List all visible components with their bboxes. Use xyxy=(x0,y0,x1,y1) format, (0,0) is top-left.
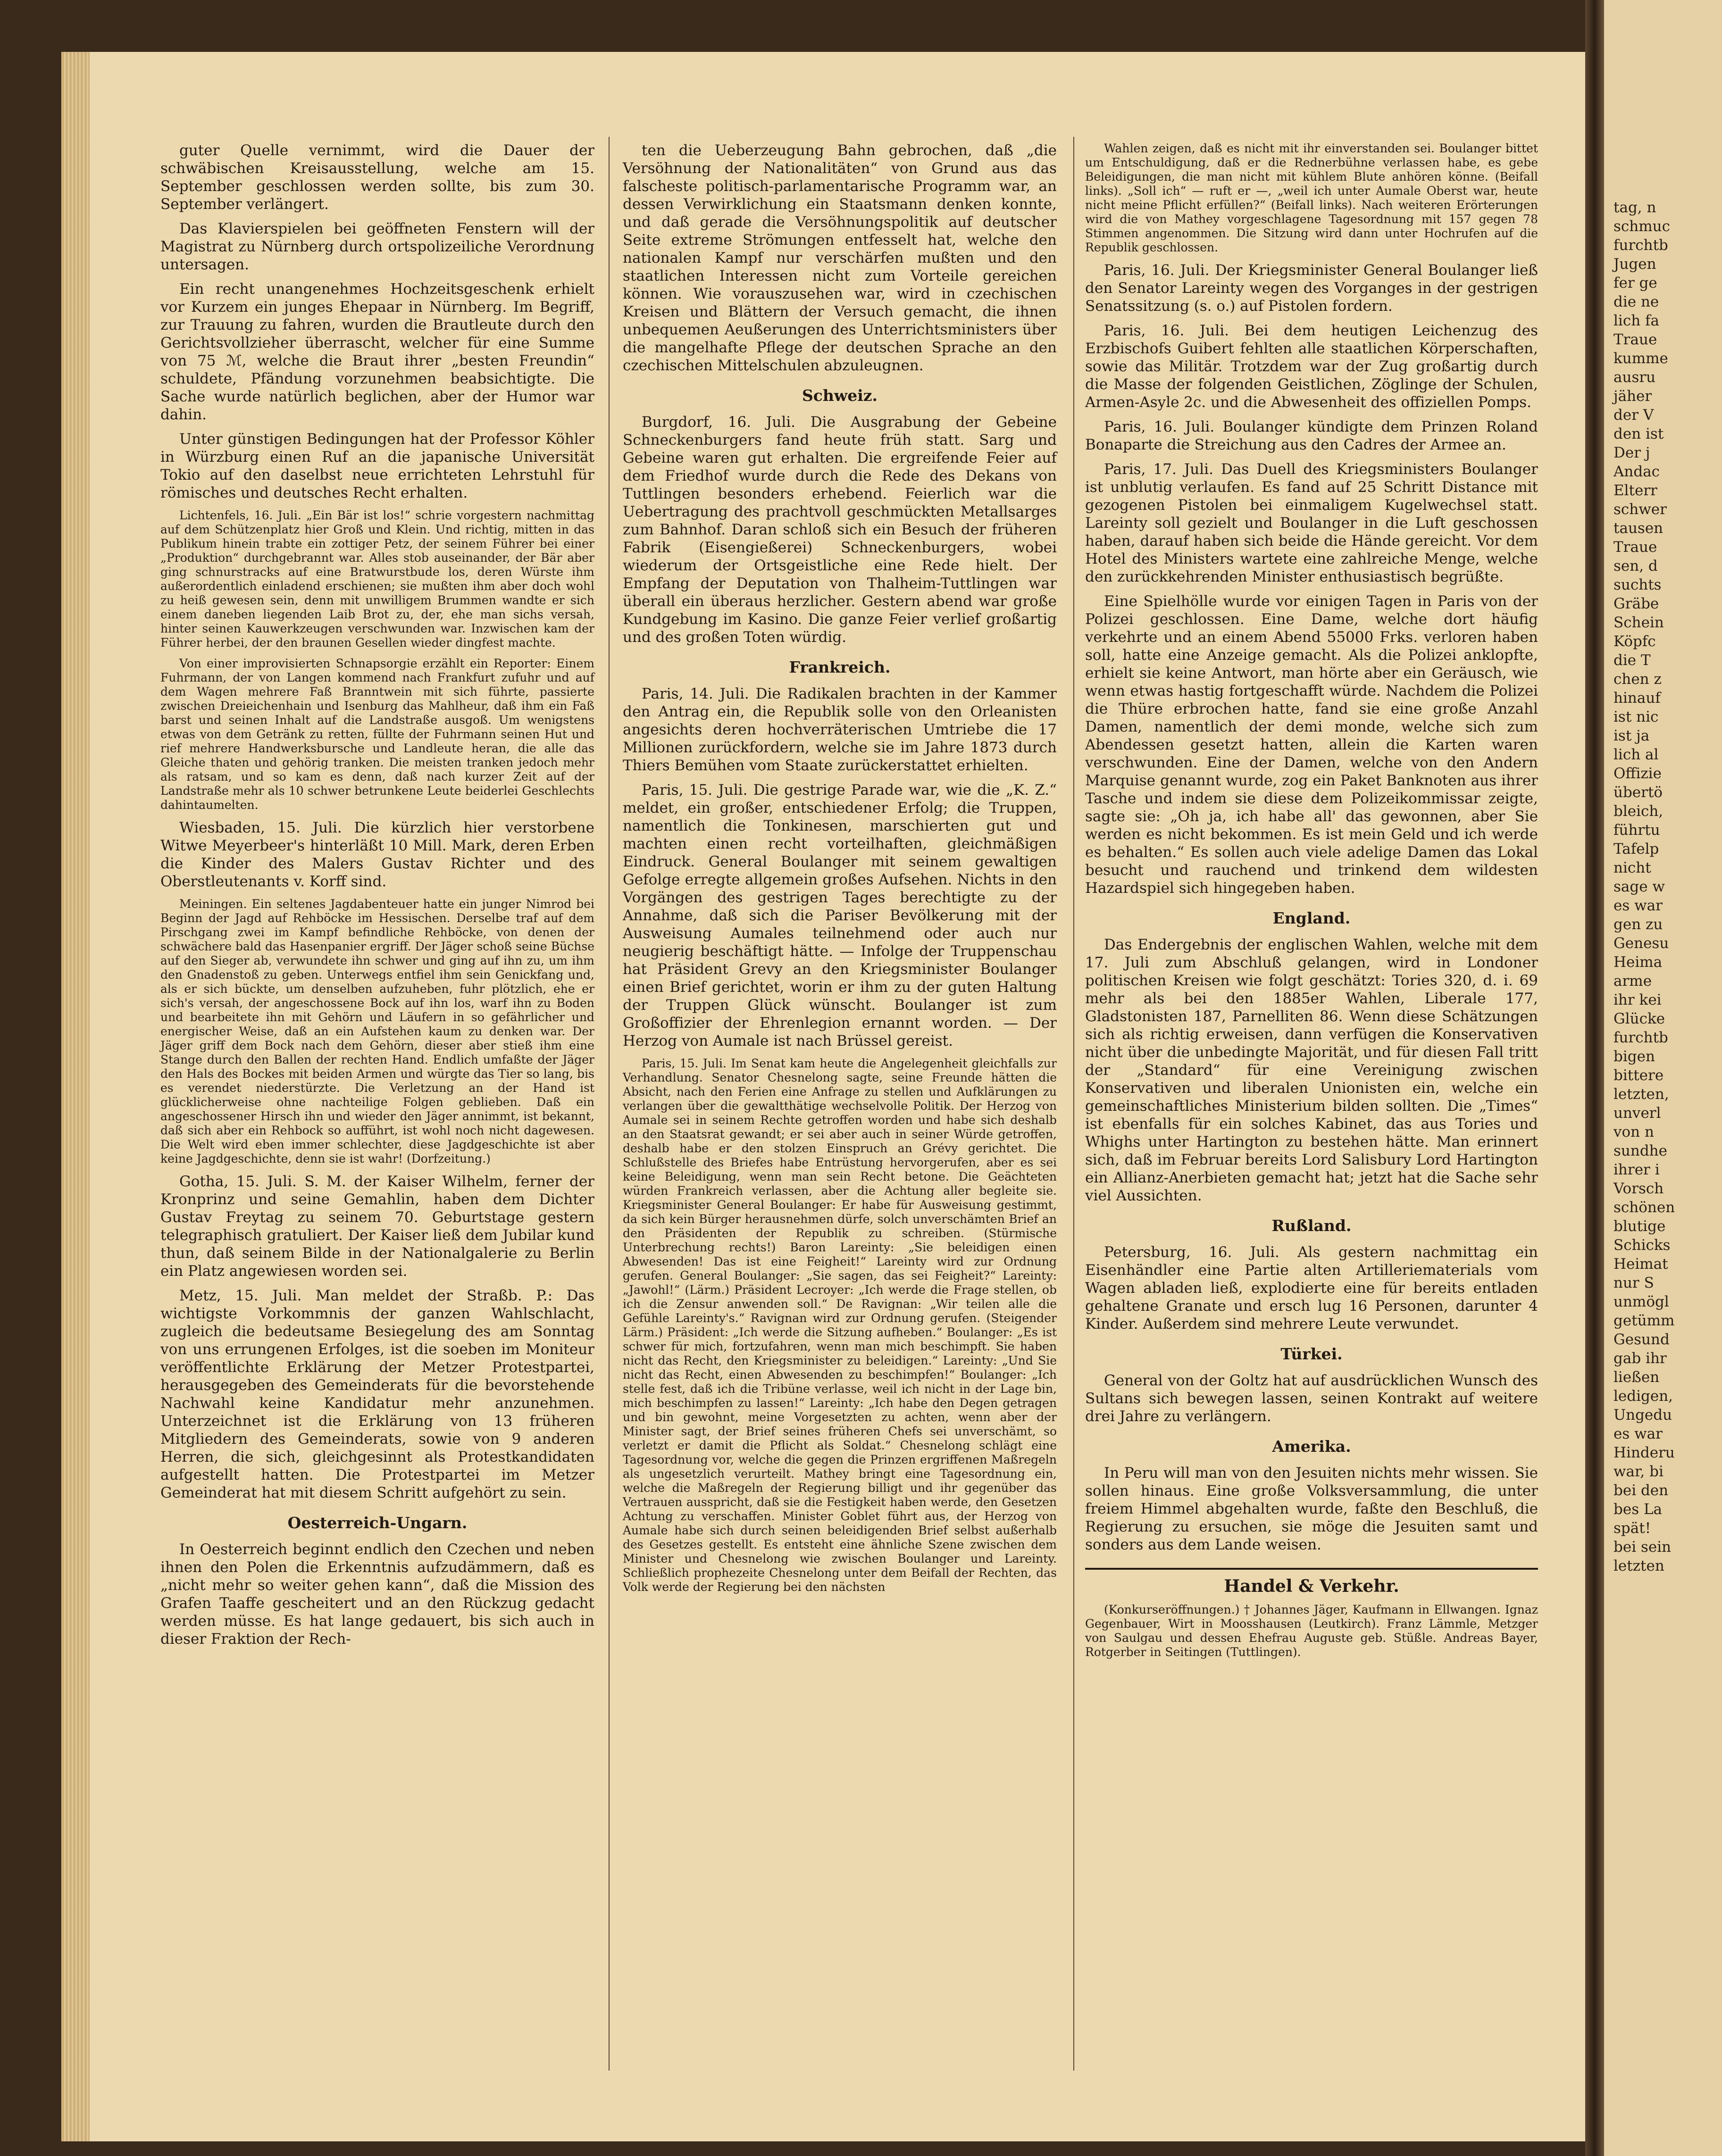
adjacent-page-line: übertö xyxy=(1613,784,1663,801)
adjacent-page-line: es war xyxy=(1613,1425,1663,1442)
adjacent-page-line: bei den xyxy=(1613,1482,1669,1499)
col1-tail xyxy=(160,1540,594,1648)
article-paragraph: Meiningen. Ein seltenes Jagdabenteuer hatte ein junger Nimrod bei Beginn der Jagd auf Rehböcke im Hessischen. Derselbe traf auf dem Pirschgang zwei im Kampf befindliche Rehböcke, von denen der schwächere bald das Hasenpanier ergriff. Der Jäger schoß seine Büchse auf den Sieger ab, verwundete ihn schwer und ging auf ihn zu, um ihm den Gnadenstoß zu geben. Unterwegs entfiel ihm sein Genickfang und, als er sich bückte, um denselben aufzuheben, fuhr plötzlich, ehe er sich's versah, der angeschossene Bock auf ihn los, warf ihn zu Boden und bearbeitete ihn mit Gehörn und Läufern in so gefährlicher und energischer Weise, daß an ein Aufstehen kaum zu denken war. Der Jäger griff dem Bock nach dem Gehörn, dieser aber stieß ihm eine Stange durch den Ballen der rechten Hand. Endlich umfaßte der Jäger den Hals des Bockes mit beiden Armen und würgte das Tier so lang, bis es verendet niederstürzte. Die Verletzung an der Hand ist glücklicherweise ohne nachteilige Folgen geblieben. Daß ein angeschossener Hirsch ihn und wieder den Jäger annimmt, ist bekannt, daß sich aber ein Rehbock so aufführt, ist wohl noch nicht dagewesen. Die Welt wird eben immer schlechter, diese Jagdgeschichte ist aber keine Jagdgeschichte, denn sie ist wahr! (Dorfzeitung.) xyxy=(160,897,594,1165)
adjacent-page-line: ihrer i xyxy=(1613,1161,1660,1178)
adjacent-page-text xyxy=(1604,198,1722,1575)
adjacent-page-line: ausru xyxy=(1613,369,1656,386)
adjacent-page-line: ist nic xyxy=(1613,708,1659,725)
adjacent-page-line: furchtb xyxy=(1613,1029,1668,1046)
adjacent-page-line: letzten xyxy=(1613,1557,1664,1574)
adjacent-page-line: ließen xyxy=(1613,1369,1660,1386)
adjacent-page-line: den ist xyxy=(1613,425,1664,442)
adjacent-page-line: Schein xyxy=(1613,614,1664,631)
adjacent-page-line: Vorsch xyxy=(1613,1180,1664,1197)
adjacent-page-line: getümm xyxy=(1613,1312,1675,1329)
adjacent-page-line: kumme xyxy=(1613,350,1668,367)
adjacent-page-line: Hinderu xyxy=(1613,1444,1675,1461)
article-paragraph: Ein recht unangenehmes Hochzeitsgeschenk erhielt vor Kurzem ein junges Ehepaar in Nürnberg. Im Begriff, zur Trauung zu fahren, wurden die Brautleute durch den Gerichtsvollzieher überrascht, welcher für eine Summe von 75 ℳ, welche die Braut ihrer „besten Freundin“ schuldete, Pfändung vorzunehmen beabsichtigte. Die Sache wurde natürlich beglichen, aber der Humor war dahin. xyxy=(160,281,594,423)
adjacent-page-line: lich fa xyxy=(1613,312,1659,329)
adjacent-page-line: die T xyxy=(1613,652,1651,669)
adjacent-page-line: fer ge xyxy=(1613,275,1657,291)
adjacent-page-line: Jugen xyxy=(1613,256,1656,273)
adjacent-page-line: gen zu xyxy=(1613,916,1663,933)
section-heading-switzerland: Schweiz. xyxy=(802,386,878,405)
col1-articles xyxy=(160,142,594,1502)
adjacent-page-line: sage w xyxy=(1613,878,1665,895)
col3-russia xyxy=(1085,1243,1538,1333)
column-1 xyxy=(160,142,594,1655)
column-3 xyxy=(1085,142,1538,1666)
article-paragraph: Eine Spielhölle wurde vor einigen Tagen in Paris von der Polizei geschlossen. Eine Dame, welche dort häufig verkehrte und an einem Abend 55000 Frks. verloren haben soll, hatte eine Anzeige gemacht. Als die Polizei anklopfte, erhielt sie keine Antwort, man hörte aber ein Geräusch, wie wenn etwas hastig fortgeschafft würde. Nachdem die Polizei die Thüre erbrochen hatte, fand sie eine große Anzahl Damen, namentlich der demi monde, welche sich zum Abendessen gesetzt hatten, allein die Karten waren verschwunden. Eine der Damen, welche von den Andern Marquise genannt wurde, zog ein Paket Banknoten aus ihrer Tasche und indem sie diese dem Polizeikommissar zeigte, sagte sie: „Oh ja, ich habe all' das gewonnen, aber Sie werden es nicht bekommen. Es ist mein Geld und ich werde es behalten.“ Es sollen auch viele adelige Damen das Lokal besucht und rauchend und trinkend dem wildesten Hazardspiel sich hingegeben haben. xyxy=(1085,593,1538,897)
article-paragraph: Gotha, 15. Juli. S. M. der Kaiser Wilhelm, ferner der Kronprinz und seine Gemahlin, haben dem Dichter Gustav Freytag zu seinem 70. Geburtstage gestern telegraphisch gratuliert. Der Kaiser ließ dem Jubilar kund thun, daß seinem Bilde in der Nationalgalerie zu Berlin ein Platz angewiesen worden sei. xyxy=(160,1173,594,1280)
article-paragraph: Paris, 17. Juli. Das Duell des Kriegsministers Boulanger ist unblutig verlaufen. Es fand auf 25 Schritt Distance mit gezogenen Pistolen bei einmaligem Kugelwechsel statt. Lareinty soll gezielt und Boulanger in die Luft geschossen haben, darauf haben sich beide die Hände gereicht. Vor dem Hotel des Ministers wartete eine zahlreiche Menge, welche den zurückkehrenden Minister enthusiastisch begrüßte. xyxy=(1085,461,1538,585)
adjacent-page-line: Ungedu xyxy=(1613,1407,1672,1423)
adjacent-page-line: schönen xyxy=(1613,1199,1675,1216)
adjacent-page-line: arme xyxy=(1613,973,1652,990)
adjacent-page-line: Gesund xyxy=(1613,1331,1670,1348)
article-paragraph: Paris, 16. Juli. Der Kriegsminister General Boulanger ließ den Senator Lareinty wegen des Vorganges in der gestrigen Senatssitzung (s. o.) auf Pistolen fordern. xyxy=(1085,262,1538,315)
adjacent-page-line: nicht xyxy=(1613,859,1651,876)
adjacent-page-line: führtu xyxy=(1613,822,1660,839)
article-paragraph: guter Quelle vernimmt, wird die Dauer der schwäbischen Kreisausstellung, welche am 15. September geschlossen werden sollte, bis zum 30. September verlängert. xyxy=(160,142,594,213)
article-paragraph: Burgdorf, 16. Juli. Die Ausgrabung der Gebeine Schneckenburgers fand heute früh statt. Sarg und Gebeine waren gut erhalten. Die ergreifende Feier auf dem Friedhof wurde durch die Rede des Dekans von Tuttlingen besonders erhebend. Feierlich war die Uebertragung des prachtvoll geschmückten Metallsarges zum Bahnhof. Daran schloß sich ein Besuch der früheren Fabrik (Eisengießerei) Schneckenburgers, wobei wiederum der Ortsgeistliche eine Rede hielt. Der Empfang der Deputation von Thalheim-Tuttlingen war überall ein überaus herzlicher. Gestern abend war große Kundgebung im Kasino. Die ganze Feier verlief großartig und des großen Toten würdig. xyxy=(623,414,1057,646)
adjacent-page-line: schwer xyxy=(1613,501,1667,518)
adjacent-page-line: Genesu xyxy=(1613,935,1669,952)
adjacent-page-line: Schicks xyxy=(1613,1237,1671,1254)
adjacent-page-line: Traue xyxy=(1613,539,1657,556)
article-paragraph: In Peru will man von den Jesuiten nichts mehr wissen. Sie sollen hinaus. Eine große Volksversammlung, die unter freiem Himmel abgehalten wurde, faßte den Beschluß, die Regierung zu ersuchen, sie möge die Jesuiten samt und sonders aus dem Lande weisen. xyxy=(1085,1465,1538,1553)
section-heading-america: Amerika. xyxy=(1272,1437,1351,1456)
article-paragraph: Wiesbaden, 15. Juli. Die kürzlich hier verstorbene Witwe Meyerbeer's hinterläßt 10 Mill. Mark, deren Erben die Kinder des Malers Gustav Richter und des Oberstleutenants v. Korff sind. xyxy=(160,819,594,890)
adjacent-page-line: Heima xyxy=(1613,954,1663,971)
section-heading-england: England. xyxy=(1272,909,1351,927)
article-paragraph: Paris, 15. Juli. Die gestrige Parade war, wie die „K. Z.“ meldet, ein großer, entschiedener Erfolg; die Truppen, namentlich die Tonkinesen, marschierten gut und machten einen recht vorteilhaften, gleichmäßigen Eindruck. General Boulanger mit seinem gewaltigen Gefolge erregte allgemein großes Aufsehen. Nichts in den Vorgängen des gestrigen Tages berechtigte zu der Annahme, daß sich die Pariser Bevölkerung mit der Ausweisung Aumales teilnehmend oder auch nur neugierig beschäftigt hätte. — Infolge der Truppenschau hat Präsident Grevy an den Kriegsminister Boulanger einen Brief gerichtet, worin er ihm zu der guten Haltung der Truppen Glück wünscht. Boulanger ist zum Großoffizier der Ehrenlegion ernannt worden. — Der Herzog von Aumale ist nach Brüssel gereist. xyxy=(623,782,1057,1049)
adjacent-page-line: suchts xyxy=(1613,576,1662,593)
article-paragraph: (Konkurseröffnungen.) † Johannes Jäger, Kaufmann in Ellwangen. Ignaz Gegenbauer, Wirt in Moosshausen (Leutkirch). Franz Lämmle, Metzger von Saulgau und dessen Ehefrau Auguste geb. Stüßle. Andreas Bayer, Rotgerber in Seitingen (Tuttlingen). xyxy=(1085,1603,1538,1659)
column-rule xyxy=(609,137,610,2071)
adjacent-page-line: Elterr xyxy=(1613,482,1657,499)
adjacent-page-edge xyxy=(1604,0,1722,2156)
article-paragraph: Paris, 16. Juli. Bei dem heutigen Leichenzug des Erzbischofs Guibert fehlten alle staatlichen Körperschaften, sowie das Militär. Trotzdem war der Zug großartig durch die Masse der folgenden Geistlichen, Zöglinge der Schulen, Armen-Asyle 2c. und die Abwesenheit des offiziellen Pomps. xyxy=(1085,322,1538,411)
article-paragraph: Paris, 14. Juli. Die Radikalen brachten in der Kammer den Antrag ein, die Republik solle von den Orleanisten angesichts deren hochverräterischen Umtriebe die 17 Millionen zurückfordern, welche sie im Jahre 1873 durch Thiers Bemühen vom Staate zurückerstattet erhielten. xyxy=(623,685,1057,774)
adjacent-page-line: sundhe xyxy=(1613,1142,1667,1159)
adjacent-page-line: Offizie xyxy=(1613,765,1662,782)
article-paragraph: Petersburg, 16. Juli. Als gestern nachmittag ein Eisenhändler eine Partie alten Artilleriematerials vom Wagen abladen ließ, explodierte eine für bereits entladen gehaltene Granate und ersch lug 16 Personen, darunter 4 Kinder. Außerdem sind mehrere Leute verwundet. xyxy=(1085,1244,1538,1332)
adjacent-page-line: hinauf xyxy=(1613,690,1661,707)
adjacent-page-line: blutige xyxy=(1613,1218,1666,1235)
adjacent-page-line: Der j xyxy=(1613,444,1650,461)
col3-trade xyxy=(1085,1603,1538,1659)
article-paragraph: Unter günstigen Bedingungen hat der Professor Köhler in Würzburg einen Ruf an die japanische Universität Tokio auf den daselbst neue errichteten Lehrstuhl für römisches und deutsches Recht erhalten. xyxy=(160,431,594,501)
adjacent-page-line: bittere xyxy=(1613,1067,1664,1084)
adjacent-page-line: furchtb xyxy=(1613,237,1668,254)
adjacent-page-line: schmuc xyxy=(1613,218,1670,235)
article-paragraph: Paris, 15. Juli. Im Senat kam heute die Angelegenheit gleichfalls zur Verhandlung. Senator Chesnelong sagte, seine Freunde hätten die Absicht, nach den Ferien eine Anfrage zu stellen und Aufklärungen zu verlangen über die gewaltthätige wechselvolle Politik. Der Herzog von Aumale sei in seinem Rechte getroffen worden und habe sich deshalb an den Staatsrat gewandt; er sei aber auch in seiner Würde getroffen, deshalb habe er den stolzen Einspruch an Grévy gerichtet. Die Schlußstelle des Briefes habe Entrüstung hervorgerufen, aber es sei keine Beleidigung, wenn man sein Recht betone. Die Geächteten würden Frankreich verlassen, aber die Achtung aller begleite sie. Kriegsminister General Boulanger: Er habe für Ausweisung gestimmt, da sich kein Bürger herausnehmen dürfe, solch unverschämten Brief an den Präsidenten der Republik zu schreiben. (Stürmische Unterbrechung rechts!) Baron Lareinty: „Sie beleidigen einen Abwesenden! Das ist eine Feigheit!“ Lareinty wird zur Ordnung gerufen. General Boulanger: „Sie sagen, das sei Feigheit?“ Lareinty: „Jawohl!“ (Lärm.) Präsident Lecroyer: „Ich werde die Frage stellen, ob ich die Zensur anwenden soll.“ De Ravignan: „Wir teilen alle die Gefühle Lareinty's.“ Ravignan wird zur Ordnung gerufen. (Steigender Lärm.) Präsident: „Ich werde die Sitzung aufheben.“ Boulanger: „Es ist schwer für mich, fortzufahren, wenn man mich beschimpft. Sie haben nicht das Recht, den Kriegsminister zu beleidigen.“ Lareinty: „Und Sie nicht das Recht, einen Abwesenden zu beschimpfen!“ Boulanger: „Ich stelle fest, daß ich die Tribüne verlasse, weil ich nicht in der Lage bin, mich beschimpfen zu lassen!“ Lareinty: „Ich habe den Degen getragen und bin gewohnt, meine Vorgesetzten zu achten, wenn aber der Minister sagt, der Brief seines früheren Chefs sei unverschämt, so verletzt er damit die Pflicht als Soldat.“ Chesnelong schlägt eine Tagesordnung vor, welche die gegen die Prinzen ergriffenen Maßregeln als ungesetzlich verurteilt. Mathey bringt eine Tagesordnung ein, welche die Maßregeln der Regierung billigt und ihr gegenüber das Vertrauen ausspricht, daß sie die Festigkeit haben werde, den Gesetzen Achtung zu verschaffen. Minister Goblet führt aus, der Herzog von Aumale habe sich durch seinen beleidigenden Brief selbst außerhalb des Gesetzes gestellt. Es entsteht eine ähnliche Szene zwischen dem Minister und Chesnelong wie zwischen Boulanger und Lareinty. Schließlich prophezeite Chesnelong unter dem Beifall der Rechten, das Volk werde der Regierung bei den nächsten xyxy=(623,1057,1057,1594)
column-rule xyxy=(1073,137,1074,2071)
article-paragraph: Lichtenfels, 16. Juli. „Ein Bär ist los!“ schrie vorgestern nachmittag auf dem Schützenplatz hier Groß und Klein. Und richtig, mitten in das Publikum hinein trabte ein zottiger Petz, der seinem Führer bei einer „Produktion“ durchgebrannt war. Alles stob auseinander, der Bär aber ging schnurstracks auf eine Bratwurstbude los, deren Würste ihm außerordentlich einladend erschienen; sie mußten ihm aber doch wohl zu heiß gewesen sein, denn mit unwilligem Brummen wandte er sich einem daneben liegenden Laib Brot zu, der, ehe man sichs versah, hinter seinen Kauwerkzeugen verschwunden war. Inzwischen kam der Führer herbei, der den braunen Gesellen wieder dingfest machte. xyxy=(160,508,594,649)
section-heading-russia: Rußland. xyxy=(1271,1216,1352,1235)
adjacent-page-line: tausen xyxy=(1613,520,1663,537)
adjacent-page-line: Tafelp xyxy=(1613,841,1659,857)
article-paragraph: Metz, 15. Juli. Man meldet der Straßb. P.: Das wichtigste Vorkommnis der ganzen Wahlschlacht, zugleich die bedeutsame Besiegelung des am Sonntag von uns errungenen Erfolges, ist die soeben im Moniteur veröffentlichte Erklärung der Metzer Protestpartei, herausgegeben des Gemeinderats für die bevorstehende Nachwahl keine Kandidatur mehr anzunehmen. Unterzeichnet ist die Erklärung von 13 früheren Mitgliedern des Gemeinderats, sowie von 9 anderen Herren, die sich, gleichgesinnt als Protestkandidaten aufgestellt hatten. Die Protestpartei im Metzer Gemeinderat hat mit diesem Schritt aufgehört zu sein. xyxy=(160,1287,594,1501)
adjacent-page-line: es war xyxy=(1613,897,1663,914)
article-paragraph: Das Endergebnis der englischen Wahlen, welche mit dem 17. Juli zum Abschluß gelangen, wird in Londoner politischen Kreisen wie folgt geschätzt: Tories 320, d. i. 69 mehr als bei den 1885er Wahlen, Liberale 177, Gladstonisten 187, Parnelliten 86. Wenn diese Schätzungen sich als richtig erweisen, dann verfügen die Konservativen nicht über die unbedingte Majorität, und für diesen Fall tritt der „Standard“ für eine Vereinigung zwischen Konservativen und liberalen Unionisten ein, welche ein gemeinschaftliches Ministerium bilden sollten. Die „Times“ ist ebenfalls für ein solches Kabinet, das aus Tories und Whighs unter Hartington zu bestehen hätte. Man erinnert sich, daß im Februar bereits Lord Salisbury Lord Hartington ein Allianz-Anerbieten gemacht hat; jetzt hat die Sache sehr viel Aussichten. xyxy=(1085,936,1538,1204)
adjacent-page-line: bes La xyxy=(1613,1501,1663,1518)
adjacent-page-line: Köpfc xyxy=(1613,633,1656,650)
col2-head xyxy=(623,142,1057,375)
page-fold xyxy=(1585,0,1604,2156)
adjacent-page-line: lich al xyxy=(1613,746,1659,763)
adjacent-page-line: tag, n xyxy=(1613,199,1656,216)
adjacent-page-line: unmögl xyxy=(1613,1293,1669,1310)
article-paragraph: ten die Ueberzeugung Bahn gebrochen, daß „die Versöhnung der Nationalitäten“ von Grund aus das falscheste politisch-parlamentarische Programm war, an dessen Verwirklichung ein Staatsmann denken konnte, und daß gerade die Versöhnungspolitik auf deutscher Seite extreme Strömungen entfesselt hat, welche den nationalen Kampf nur verschärfen mußten und den staatlichen Interessen nicht zum Vorteile gereichen können. Wie vorauszusehen war, wird in czechischen Kreisen und Blättern der Versuch gemacht, die ihnen unbequemen Aeußerungen des Unterrichtsministers über die mangelhafte Pflege der deutschen Sprache an den czechischen Mittelschulen abzuleugnen. xyxy=(623,142,1057,374)
newspaper-page xyxy=(90,52,1585,2141)
adjacent-page-line: jäher xyxy=(1613,388,1652,405)
adjacent-page-line: ledigen, xyxy=(1613,1388,1673,1405)
adjacent-page-line: sen, d xyxy=(1613,558,1658,574)
adjacent-page-line: bei sein xyxy=(1613,1539,1672,1556)
adjacent-page-line: spät! xyxy=(1613,1520,1651,1537)
article-paragraph: In Oesterreich beginnt endlich den Czechen und neben ihnen den Polen die Erkenntnis aufzudämmern, daß es „nicht mehr so weiter gehen kann“, daß die Mission des Grafen Taaffe gescheitert und an den Rückzug gedacht werden müsse. Es hat lange gedauert, bis sich auch in dieser Fraktion der Rech- xyxy=(160,1541,594,1648)
article-paragraph: General von der Goltz hat auf ausdrücklichen Wunsch des Sultans sich bewegen lassen, seinen Kontrakt auf weitere drei Jahre zu verlängern. xyxy=(1085,1372,1538,1425)
adjacent-page-line: bigen xyxy=(1613,1048,1655,1065)
adjacent-page-line: bleich, xyxy=(1613,803,1663,820)
col2-mid xyxy=(623,413,1057,646)
col3-turkey xyxy=(1085,1372,1538,1425)
adjacent-page-line: chen z xyxy=(1613,671,1662,688)
section-heading-austria: Oesterreich-Ungarn. xyxy=(287,1514,468,1532)
adjacent-page-line: Traue xyxy=(1613,331,1657,348)
col3-america xyxy=(1085,1464,1538,1554)
adjacent-page-line: der V xyxy=(1613,407,1654,424)
section-heading-france: Frankreich. xyxy=(789,658,891,676)
adjacent-page-line: Heimat xyxy=(1613,1256,1668,1273)
adjacent-page-line: nur S xyxy=(1613,1274,1654,1291)
article-paragraph: Paris, 16. Juli. Boulanger kündigte dem Prinzen Roland Bonaparte die Streichung aus den Cadres der Armee an. xyxy=(1085,418,1538,453)
adjacent-page-line: Glücke xyxy=(1613,1010,1665,1027)
adjacent-page-line: war, bi xyxy=(1613,1463,1663,1480)
adjacent-page-line: Andac xyxy=(1613,463,1660,480)
col3-head xyxy=(1085,142,1538,897)
section-heading-turkey: Türkei. xyxy=(1280,1345,1343,1363)
book-binding-edge xyxy=(61,52,90,2141)
adjacent-page-line: ihr kei xyxy=(1613,991,1662,1008)
adjacent-page-line: Gräbe xyxy=(1613,595,1659,612)
col3-england xyxy=(1085,936,1538,1205)
article-paragraph: Das Klavierspielen bei geöffneten Fenstern will der Magistrat zu Nürnberg durch ortspolizeiliche Verordnung untersagen. xyxy=(160,220,594,273)
adjacent-page-line: die ne xyxy=(1613,293,1659,310)
adjacent-page-line: gab ihr xyxy=(1613,1350,1667,1367)
adjacent-page-line: ist ja xyxy=(1613,727,1650,744)
article-paragraph: Von einer improvisierten Schnapsorgie erzählt ein Reporter: Einem Fuhrmann, der von Langen kommend nach Frankfurt zufuhr und auf dem Wagen mehrere Faß Branntwein mit sich führte, passierte zwischen Dreieichenhain und Isenburg das Mahlheur, daß ihm ein Faß barst und seinen Inhalt auf die Landstraße ausgoß. Um wenigstens etwas von dem Getränk zu retten, füllte der Fuhrmann seinen Hut und rief mehrere Handwerksbursche und Landleute heran, die alle das Gleiche thaten und gehörig tranken. Die meisten tranken jedoch mehr als ratsam, und so kam es denn, daß nach kurzer Zeit auf der Landstraße mehr als 10 schwer betrunkene Leute beiderlei Geschlechts dahintaumelten. xyxy=(160,657,594,812)
adjacent-page-line: von n xyxy=(1613,1124,1654,1140)
adjacent-page-line: letzten, xyxy=(1613,1086,1669,1103)
col2-tail xyxy=(623,685,1057,1594)
section-heading-trade: Handel & Verkehr. xyxy=(1085,1568,1538,1597)
article-paragraph: Wahlen zeigen, daß es nicht mit ihr einverstanden sei. Boulanger bittet um Entschuldigung, daß er die Rednerbühne verlassen habe, es gebe Beleidigungen, die man nicht mit kühlem Blute anhören könne. (Beifall links). „Soll ich“ — ruft er —, „weil ich unter Aumale Oberst war, heute nicht meine Pflicht erfüllen?“ (Beifall links). Nach weiteren Erörterungen wird die von Mathey vorgeschlagene Tagesordnung mit 157 gegen 78 Stimmen angenommen. Die Sitzung wird dann unter Hochrufen auf die Republik geschlossen. xyxy=(1085,142,1538,254)
adjacent-page-line: unverl xyxy=(1613,1105,1661,1122)
column-2 xyxy=(623,142,1057,1601)
